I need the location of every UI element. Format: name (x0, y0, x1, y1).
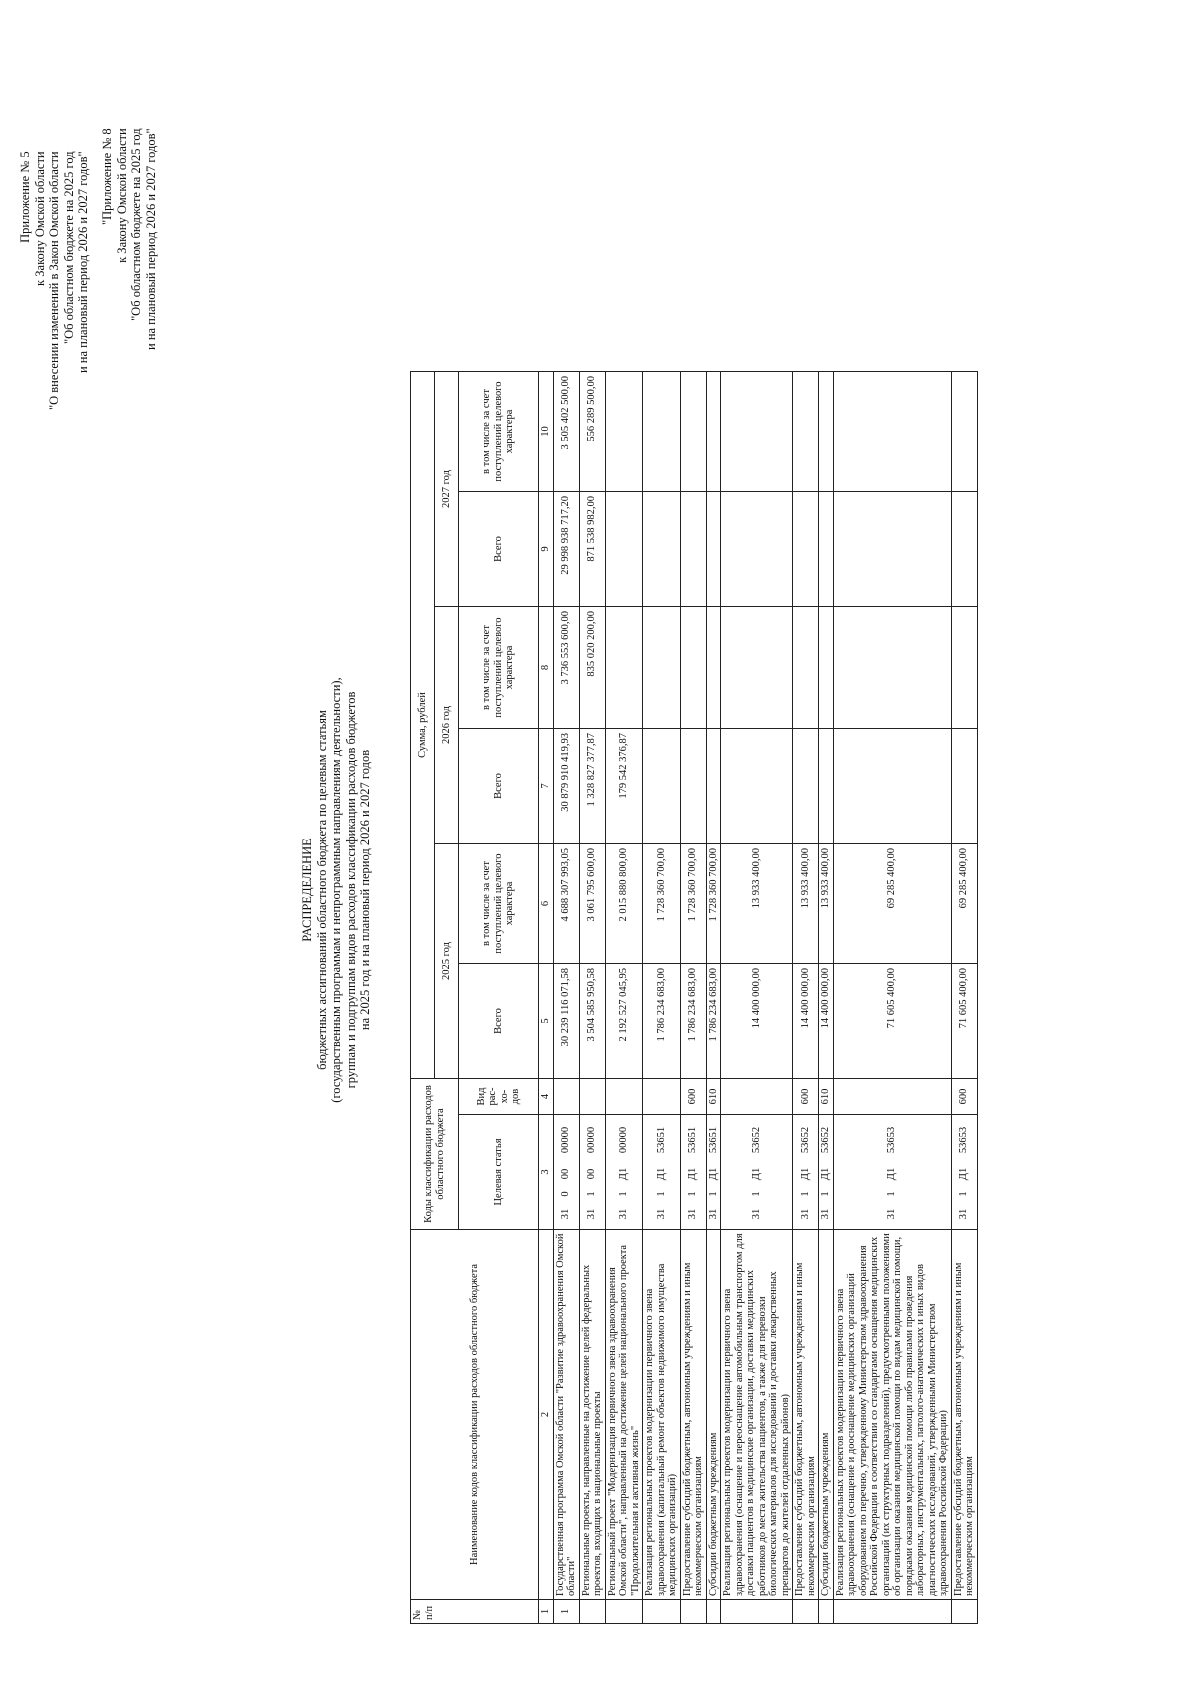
row-incl-2027 (605, 372, 643, 492)
row-incl-2026 (833, 607, 951, 729)
appendix-header-5 (18, 151, 91, 410)
row-total-2026: 1 328 827 377,87 (579, 729, 605, 844)
target-code-part: Д1 (799, 1167, 811, 1181)
row-incl-2027: 3 505 402 500,00 (553, 372, 579, 492)
appendix-header-line: "Об областном бюджете на 2025 год (61, 151, 76, 344)
row-total-2027 (833, 492, 951, 607)
title-line: бюджетных ассигнований областного бюджета по целевым статьям (314, 710, 329, 1070)
row-incl-2027 (951, 372, 977, 492)
row-total-2027 (819, 492, 834, 607)
target-code-part: Д1 (655, 1167, 667, 1181)
target-code-part: 00000 (586, 1126, 598, 1154)
col-header-no: № п/п (411, 1600, 539, 1624)
row-incl-2026 (605, 607, 643, 729)
row-incl-2025: 1 728 360 700,00 (643, 844, 681, 964)
row-number (643, 1600, 681, 1624)
row-incl-2025: 13 933 400,00 (819, 844, 834, 964)
target-code-part: 1 (886, 1191, 898, 1197)
row-total-2027 (680, 492, 706, 607)
target-code-part: 1 (586, 1191, 598, 1197)
target-code-part: 1 (750, 1191, 762, 1197)
target-code-part: 00 (560, 1168, 572, 1180)
target-code-part: 31 (687, 1208, 699, 1220)
row-expense-type: 600 (793, 1079, 819, 1115)
row-total-2025: 14 400 000,00 (793, 964, 819, 1079)
row-target-code (819, 1115, 834, 1230)
row-target-code (643, 1115, 681, 1230)
target-code-part: 53653 (886, 1126, 898, 1154)
col-header-2027: 2027 год (435, 372, 459, 607)
target-code-part: Д1 (618, 1167, 629, 1181)
row-name: Государственная программа Омской области "Развитие здравоохранения Омской области" (553, 1230, 579, 1600)
row-incl-2026 (951, 607, 977, 729)
row-name: Субсидии бюджетным учреждениям (706, 1230, 721, 1600)
row-target-code (706, 1115, 721, 1230)
table-row (721, 372, 793, 1624)
table-row (951, 372, 977, 1624)
target-code-part: Д1 (707, 1167, 719, 1181)
row-total-2026 (680, 729, 706, 844)
col-header-total-2027: Всего (459, 492, 539, 607)
row-name: Предоставление субсидий бюджетным, автономным учреждениям и иным некоммерческим организациям (951, 1230, 977, 1600)
target-code-part: 00000 (618, 1126, 629, 1154)
row-expense-type: 610 (819, 1079, 834, 1115)
row-incl-2026 (680, 607, 706, 729)
row-incl-2027: 556 289 500,00 (579, 372, 605, 492)
row-number (833, 1600, 951, 1624)
row-target-code (680, 1115, 706, 1230)
row-expense-type: 600 (680, 1079, 706, 1115)
row-expense-type (643, 1079, 681, 1115)
target-code-part: 00000 (560, 1126, 572, 1154)
row-total-2025: 1 786 234 683,00 (706, 964, 721, 1079)
row-total-2027 (605, 492, 643, 607)
row-total-2026 (721, 729, 793, 844)
row-total-2026 (706, 729, 721, 844)
col-header-total-2025: Всего (459, 964, 539, 1079)
row-incl-2026 (819, 607, 834, 729)
target-code-part: 1 (820, 1191, 831, 1197)
target-code-part: 1 (655, 1191, 667, 1197)
row-total-2025: 71 605 400,00 (833, 964, 951, 1079)
row-expense-type (579, 1079, 605, 1115)
target-code-part: 53652 (820, 1126, 831, 1154)
col-header-target: Целевая статья (459, 1115, 539, 1230)
target-code-part: 53651 (707, 1126, 719, 1154)
row-total-2026 (819, 729, 834, 844)
target-code-part: 53652 (750, 1126, 762, 1154)
row-target-code (579, 1115, 605, 1230)
target-code-part: 31 (655, 1208, 667, 1220)
row-name: Реализация региональных проектов модернизации первичного звена здравоохранения (оснащение и дооснащение медицинских организаций оборудованием по перечню, утвержденному Министерством здравоохранения Российской Федерации в соответствии со стандартами оснащения медицинских организаций (их структурных подразделений), предусмотренными положениями об организации оказания медицинской помощи по видам медицинской помощи, порядками оказания медицинской помощи либо правилами проведения лабораторных, инструментальных, патолого-анатомических и иных видов диагностических исследований, утвержденными Министерством здравоохранения Российской Федерации) (833, 1230, 951, 1600)
row-incl-2027 (819, 372, 834, 492)
row-total-2027 (721, 492, 793, 607)
row-incl-2025: 69 285 400,00 (833, 844, 951, 964)
row-target-code (721, 1115, 793, 1230)
appendix-header-line: "О внесении изменений в Закон Омской области (47, 151, 61, 410)
row-total-2026 (793, 729, 819, 844)
col-index: 6 (539, 844, 554, 964)
col-index: 7 (539, 729, 554, 844)
col-index: 5 (539, 964, 554, 1079)
table-row (553, 372, 579, 1624)
row-expense-type (833, 1079, 951, 1115)
target-code-part: 53651 (655, 1126, 667, 1154)
target-code-part: 53653 (958, 1126, 970, 1154)
row-incl-2025: 4 688 307 993,05 (553, 844, 579, 964)
table-row (643, 372, 681, 1624)
table-row (819, 372, 834, 1624)
row-incl-2025: 13 933 400,00 (721, 844, 793, 964)
target-code-part: 31 (799, 1208, 811, 1220)
target-code-part: 1 (799, 1191, 811, 1197)
target-code-part: 31 (750, 1208, 762, 1220)
appendix-header-line: и на плановый период 2026 и 2027 годов" (76, 151, 90, 374)
row-total-2026: 30 879 910 419,93 (553, 729, 579, 844)
row-total-2026: 179 542 376,87 (605, 729, 643, 844)
row-name: Региональные проекты, направленные на достижение целей федеральных проектов, входящих в национальные проекты (579, 1230, 605, 1600)
target-code-part: 31 (618, 1208, 629, 1220)
col-header-incl-2025: в том числе за счет поступлений целевого характера (459, 844, 539, 964)
row-target-code (951, 1115, 977, 1230)
title-line: РАСПРЕДЕЛЕНИЕ (300, 838, 314, 942)
row-total-2025: 3 504 585 950,58 (579, 964, 605, 1079)
col-index: 9 (539, 492, 554, 607)
row-total-2027 (793, 492, 819, 607)
target-code-part: 31 (958, 1208, 970, 1220)
title-line: группам и подгруппам видов расходов классификации расходов бюджетов (343, 691, 358, 1089)
col-header-type: Вид рас-хо-дов (459, 1079, 539, 1115)
target-code-part: 31 (560, 1208, 572, 1220)
row-incl-2027 (706, 372, 721, 492)
row-incl-2025: 3 061 795 600,00 (579, 844, 605, 964)
row-total-2025: 2 192 527 045,95 (605, 964, 643, 1079)
col-header-name: Наименование кодов классификации расходов областного бюджета (411, 1230, 539, 1600)
table-row (605, 372, 643, 1624)
row-incl-2027 (721, 372, 793, 492)
row-incl-2026 (706, 607, 721, 729)
row-incl-2025: 13 933 400,00 (793, 844, 819, 964)
title-line: на 2025 год и на плановый период 2026 и 2027 годов (358, 749, 372, 1031)
row-total-2025: 14 400 000,00 (819, 964, 834, 1079)
row-incl-2025: 2 015 880 800,00 (605, 844, 643, 964)
col-index: 1 (539, 1600, 554, 1624)
target-code-part: 1 (618, 1191, 629, 1197)
row-incl-2025: 69 285 400,00 (951, 844, 977, 964)
row-name: Субсидии бюджетным учреждениям (819, 1230, 834, 1600)
appendix-header-8 (100, 128, 158, 350)
row-total-2027 (643, 492, 681, 607)
row-incl-2026 (793, 607, 819, 729)
target-code-part: 31 (707, 1208, 719, 1220)
row-expense-type: 610 (706, 1079, 721, 1115)
row-incl-2026: 3 736 553 600,00 (553, 607, 579, 729)
table-row (793, 372, 819, 1624)
row-incl-2027 (680, 372, 706, 492)
row-total-2025: 1 786 234 683,00 (643, 964, 681, 1079)
row-total-2025: 1 786 234 683,00 (680, 964, 706, 1079)
col-header-codes: Коды классификации расходов областного бюджета (411, 1079, 459, 1230)
table-row (833, 372, 951, 1624)
row-total-2027: 29 998 938 717,20 (553, 492, 579, 607)
row-total-2026 (951, 729, 977, 844)
row-expense-type (721, 1079, 793, 1115)
target-code-part: 1 (958, 1191, 970, 1197)
target-code-part: 31 (886, 1208, 898, 1220)
target-code-part: 00 (586, 1168, 598, 1180)
row-number (819, 1600, 834, 1624)
target-code-part: 31 (820, 1208, 831, 1220)
row-number (706, 1600, 721, 1624)
row-number (793, 1600, 819, 1624)
appendix-header-line: к Закону Омской области (32, 151, 47, 286)
row-total-2025: 14 400 000,00 (721, 964, 793, 1079)
row-number: 1 (553, 1600, 579, 1624)
col-index: 2 (539, 1230, 554, 1600)
target-code-part: 31 (586, 1208, 598, 1220)
col-header-2025: 2025 год (435, 844, 459, 1079)
target-code-part: Д1 (820, 1167, 831, 1181)
target-code-part: 0 (560, 1191, 572, 1197)
appendix-header-line: "Приложение № 8 (100, 128, 114, 225)
target-code-part: Д1 (958, 1167, 970, 1181)
target-code-part: Д1 (750, 1167, 762, 1181)
target-code-part: 53651 (687, 1126, 699, 1154)
col-header-total-2026: Всего (459, 729, 539, 844)
row-target-code (793, 1115, 819, 1230)
col-index: 10 (539, 372, 554, 492)
appendix-header-line: к Закону Омской области (114, 128, 129, 263)
appendix-header-line: Приложение № 5 (18, 151, 32, 243)
row-total-2026 (643, 729, 681, 844)
target-code-part: 53652 (799, 1126, 811, 1154)
row-expense-type (605, 1079, 643, 1115)
col-index: 4 (539, 1079, 554, 1115)
table-row (579, 372, 605, 1624)
col-index: 3 (539, 1115, 554, 1230)
col-header-2026: 2026 год (435, 607, 459, 844)
row-number (951, 1600, 977, 1624)
row-incl-2027 (793, 372, 819, 492)
col-index: 8 (539, 607, 554, 729)
appendix-header-line: и на плановый период 2026 и 2027 годов" (143, 128, 158, 350)
col-header-incl-2026: в том числе за счет поступлений целевого характера (459, 607, 539, 729)
row-name: Региональный проект "Модернизация первичного звена здравоохранения Омской области", направленный на достижение целей национального проекта "Продолжительная и активная жизнь" (605, 1230, 643, 1600)
row-total-2027 (951, 492, 977, 607)
appendix-header-line: "Об областном бюджете на 2025 год (129, 128, 143, 321)
row-total-2026 (833, 729, 951, 844)
target-code-part: 1 (687, 1191, 699, 1197)
row-target-code (553, 1115, 579, 1230)
row-total-2025: 71 605 400,00 (951, 964, 977, 1079)
row-number (721, 1600, 793, 1624)
target-code-part: 1 (707, 1191, 719, 1197)
row-incl-2027 (643, 372, 681, 492)
row-expense-type (553, 1079, 579, 1115)
row-number (579, 1600, 605, 1624)
title-line: (государственным программам и непрограммным направлениям деятельности), (329, 677, 343, 1103)
budget-table (410, 371, 978, 1624)
col-header-sum: Сумма, рублей (411, 372, 435, 1079)
target-code-part: Д1 (687, 1167, 699, 1181)
target-code-part: Д1 (886, 1167, 898, 1181)
table-row (706, 372, 721, 1624)
row-total-2025: 30 239 116 071,58 (553, 964, 579, 1079)
row-incl-2026 (643, 607, 681, 729)
row-expense-type: 600 (951, 1079, 977, 1115)
table-row (680, 372, 706, 1624)
document-title (300, 530, 373, 1250)
row-incl-2026 (721, 607, 793, 729)
row-name: Реализация региональных проектов модернизации первичного звена здравоохранения (капитальный ремонт объектов недвижимого имущества медицинских организаций) (643, 1230, 681, 1600)
row-incl-2025: 1 728 360 700,00 (706, 844, 721, 964)
row-incl-2025: 1 728 360 700,00 (680, 844, 706, 964)
row-name: Предоставление субсидий бюджетным, автономным учреждениям и иным некоммерческим организациям (680, 1230, 706, 1600)
row-number (605, 1600, 643, 1624)
row-incl-2026: 835 020 200,00 (579, 607, 605, 729)
row-target-code (833, 1115, 951, 1230)
row-name: Реализация региональных проектов модернизации первичного звена здравоохранения (оснащение и переоснащение автомобильным транспортом для доставки пациентов в медицинские организации, доставки медицинских работников до места жительства пациентов, а также для перевозки биологических материалов для исследований и доставки лекарственных препаратов до жителей отдаленных районов) (721, 1230, 793, 1600)
row-number (680, 1600, 706, 1624)
row-total-2027: 871 538 982,00 (579, 492, 605, 607)
row-incl-2027 (833, 372, 951, 492)
row-name: Предоставление субсидий бюджетным, автономным учреждениям и иным некоммерческим организациям (793, 1230, 819, 1600)
col-header-incl-2027: в том числе за счет поступлений целевого характера (459, 372, 539, 492)
row-total-2027 (706, 492, 721, 607)
row-target-code (605, 1115, 643, 1230)
